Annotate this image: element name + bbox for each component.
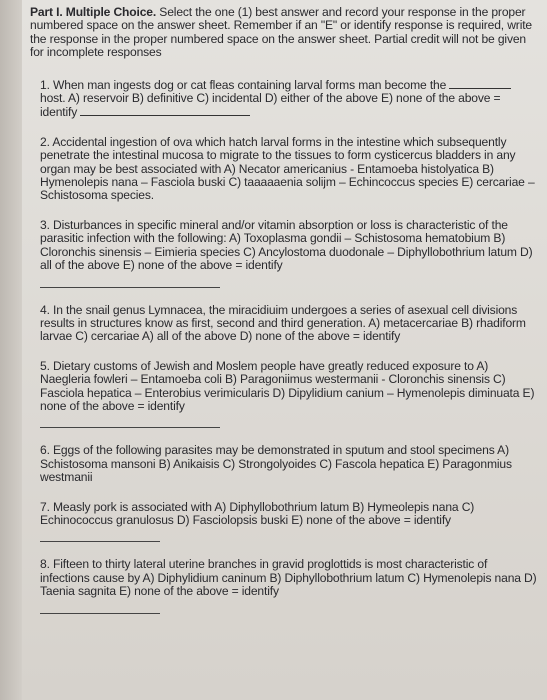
answer-blank	[80, 105, 250, 116]
instructions-text: Select the one (1) best answer and record your response in the proper numbered space on the answer sheet. Remember if an "E" or identify response is required, write the response in the proper numbered space on the answer sheet. Partial credit will not be given for incomplete responses	[30, 5, 533, 60]
question-6-stem: 6. Eggs of the following parasites may be demonstrated in sputum and stool specimens A) Schistosoma mansoni B) Anikaisis C) Strongolyoides C) Fascola hepatica E) Paragonmius westmanii	[40, 443, 512, 485]
question-1	[40, 78, 539, 120]
answer-blank	[40, 415, 220, 428]
question-3-stem: 3. Disturbances in specific mineral and/or vitamin absorption or loss is characteristic of the parasitic infection with the following: A) Toxoplasma gondii – Schistosoma hematobium B) Cloronchis sinensis – Eimieria species C) Ancylostoma duodonale – Diphyllobothrium latum D) all of the above E) none of the above = identify	[40, 217, 533, 273]
question-8-stem: 8. Fifteen to thirty lateral uterine branches in gravid proglottids is most characteristic of infections cause by A) Diphylidium caninum B) Diphyllobothrium latum C) Hymenolepis nana D) Taenia sagnita E) none of the above = identify	[40, 557, 537, 599]
question-1-stem-start: 1. When man ingests dog or cat fleas containing larval forms man become the	[40, 77, 447, 92]
question-7-stem: 7. Measly pork is associated with A) Diphyllobothrium latum B) Hymeolepis nana C) Echinococcus granulosus D) Fasciolopsis buski E) none of the above = identify	[40, 499, 475, 527]
question-8	[40, 558, 539, 613]
answer-blank	[449, 78, 511, 89]
question-3	[40, 219, 539, 288]
question-2-stem: 2. Accidental ingestion of ova which hatch larval forms in the intestine which subsequently penetrate the intestinal mucosa to migrate to the tissues to form cysticercus bladders in any organ may be best associated with A) Necator americanius - Entamoeba histolyatica B) Hymenolepis nana – Fasciola buski C) taaaaaenia solijm – Echincoccus species E) cercariae – Schistosoma species.	[40, 134, 535, 203]
answer-blank	[40, 601, 160, 614]
answer-blank	[40, 529, 160, 542]
question-4-stem: 4. In the snail genus Lymnacea, the miracidiuim undergoes a series of asexual cell divisions results in structures know as first, second and third generation. A) metacercariae B) rhadiform larvae C) cercariae A) all of the above D) none of the above = identify	[40, 302, 526, 344]
question-6	[40, 444, 539, 484]
question-2	[40, 136, 539, 203]
question-5	[40, 360, 539, 429]
question-7	[40, 501, 539, 543]
instructions	[30, 6, 539, 60]
question-4	[40, 304, 539, 344]
answer-blank	[40, 275, 220, 288]
question-1-stem-end: host. A) reservoir B) definitive C) incidental D) either of the above E) none of the above = identify	[40, 91, 501, 120]
part-heading: Part I. Multiple Choice.	[30, 5, 157, 19]
question-5-stem: 5. Dietary customs of Jewish and Moslem people have greatly reduced exposure to A) Naegleria fowleri – Entamoeba coli B) Paragoniimus westermanii - Cloronchis sinensis C) Fasciola hepatica – Enterobius verimicularis D) Dipylidium canium – Hymenolepis diminuata E) none of the above = identify	[40, 358, 535, 413]
